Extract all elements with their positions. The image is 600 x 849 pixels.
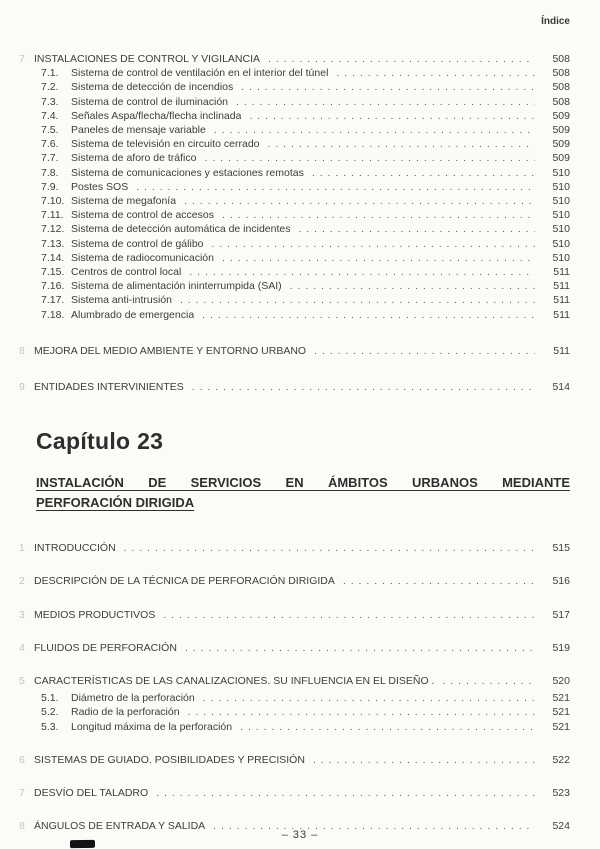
toc-entry-title: ENTIDADES INTERVINIENTES	[34, 381, 184, 394]
toc-entry-title: Señales Aspa/flecha/flecha inclinada	[71, 109, 242, 122]
toc-entry	[19, 380, 570, 394]
toc-entry-title: Centros de control local	[71, 266, 182, 279]
toc-leader-dots	[442, 674, 535, 688]
toc-entry-number: 7.15.	[41, 266, 65, 279]
toc-entry-page-number: 520	[552, 675, 570, 688]
toc-entry-number: 7.13.	[41, 237, 65, 250]
toc-entry-page-number: 508	[552, 67, 570, 80]
toc-entry	[36, 166, 570, 180]
toc-entry-number: 9	[19, 381, 25, 394]
toc-entry-title: Sistema de control de iluminación	[71, 95, 228, 108]
toc-leader-dots	[336, 66, 535, 80]
toc-entry	[36, 691, 570, 705]
toc-entry-number: 6	[19, 753, 25, 766]
toc-leader-dots	[241, 80, 535, 94]
toc-entry-title: Sistema de alimentación ininterrumpida (SAI)	[71, 280, 282, 293]
toc-entry-title: Sistema de detección automática de incidentes	[71, 223, 291, 236]
page-header	[36, 16, 570, 28]
toc-entry-title: INSTALACIONES DE CONTROL Y VIGILANCIA	[34, 53, 261, 65]
toc-entry	[36, 95, 570, 109]
toc-entry-number: 8	[19, 820, 25, 833]
toc-leader-dots	[202, 308, 535, 322]
chapter-title-line-2: PERFORACIÓN DIRIGIDA	[36, 495, 195, 511]
toc-entry-title: Sistema de control de ventilación en el interior del túnel	[71, 67, 329, 80]
toc-entry-page-number: 510	[552, 166, 570, 179]
scan-artifact	[70, 840, 95, 848]
toc-leader-dots	[184, 194, 535, 208]
toc-entry-title: Alumbrado de emergencia	[71, 308, 195, 321]
toc-leader-dots	[185, 641, 535, 655]
toc-entry-number: 7.9.	[41, 180, 59, 193]
toc-entry-page-number: 510	[552, 180, 570, 193]
toc-entry	[36, 720, 570, 734]
toc-entry-page-number: 508	[552, 81, 570, 94]
toc-leader-dots	[290, 279, 535, 293]
toc-entry-title: Sistema de control de accesos	[71, 209, 214, 222]
toc-entry-number: 5.3.	[41, 720, 59, 733]
toc-entry-title: DESCRIPCIÓN DE LA TÉCNICA DE PERFORACIÓN DIRIGIDA	[34, 575, 335, 588]
toc-entry-number: 7	[19, 787, 25, 800]
toc-entry	[36, 705, 570, 719]
toc-entry-page-number: 510	[552, 209, 570, 222]
toc-entry-number: 5.1.	[41, 692, 59, 705]
toc-leader-dots	[268, 137, 535, 151]
toc-entry-page-number: 510	[552, 237, 570, 250]
toc-entry-title: Sistema de detección de incendios	[71, 81, 234, 94]
toc-entry-number: 7.16.	[41, 280, 65, 293]
toc-leader-dots	[240, 720, 535, 734]
toc-entry-page-number: 519	[552, 641, 570, 654]
toc-entry	[19, 541, 570, 555]
toc-leader-dots	[313, 753, 535, 767]
toc-entry	[19, 574, 570, 588]
chapter-toc-list	[19, 541, 570, 833]
toc-entry-page-number: 511	[553, 308, 570, 321]
toc-entry-page-number: 511	[553, 294, 570, 307]
toc-entry-number: 8	[19, 344, 25, 357]
toc-leader-dots	[156, 786, 535, 800]
toc-entry	[19, 674, 570, 688]
toc-entry-number: 7	[19, 53, 25, 65]
toc-entry-title: FLUIDOS DE PERFORACIÓN	[34, 641, 177, 654]
toc-entry-title: Sistema de control de gálibo	[71, 237, 204, 250]
toc-entry-number: 5.2.	[41, 706, 59, 719]
toc-entry-number: 7.7.	[41, 152, 59, 165]
toc-entry-number: 7.17.	[41, 294, 65, 307]
toc-entry	[36, 194, 570, 208]
toc-entry-title: INTRODUCCIÓN	[34, 542, 116, 555]
toc-entry-page-number: 510	[552, 223, 570, 236]
toc-entry-title: DESVÍO DEL TALADRO	[34, 787, 149, 800]
toc-entry-title: Radio de la perforación	[71, 706, 180, 719]
toc-entry-number: 7.4.	[41, 109, 59, 122]
toc-leader-dots	[163, 608, 535, 622]
toc-entry-number: 2	[19, 575, 25, 588]
toc-entry-number: 7.12.	[41, 223, 65, 236]
toc-entry-number: 7.10.	[41, 195, 65, 208]
toc-entry	[36, 265, 570, 279]
toc-entry-title: MEDIOS PRODUCTIVOS	[34, 608, 156, 621]
toc-entry-number: 7.1.	[41, 67, 59, 80]
chapter-heading: Capítulo 23	[36, 428, 164, 455]
toc-entry-page-number: 508	[552, 95, 570, 108]
toc-leader-dots	[204, 151, 535, 165]
toc-leader-dots	[203, 691, 535, 705]
toc-entry-title: Sistema de televisión en circuito cerrado	[71, 138, 260, 151]
toc-entry-number: 7.18.	[41, 308, 65, 321]
toc-leader-dots	[214, 123, 535, 137]
toc-entry-number: 7.3.	[41, 95, 59, 108]
toc-entry-page-number: 521	[552, 706, 570, 719]
toc-entry	[19, 608, 570, 622]
toc-entry-number: 7.14.	[41, 251, 65, 264]
toc-leader-dots	[314, 344, 535, 358]
toc-entry	[36, 80, 570, 94]
toc-entry	[19, 344, 570, 358]
toc-entry-page-number: 514	[552, 381, 570, 394]
toc-entry-number: 4	[19, 641, 25, 654]
toc-entry-title: Paneles de mensaje variable	[71, 124, 206, 137]
toc-entry-title: Sistema de megafonía	[71, 195, 177, 208]
toc-entry-title: Sistema de comunicaciones y estaciones remotas	[71, 166, 304, 179]
toc-entry-title: Postes SOS	[71, 180, 129, 193]
toc-entry-page-number: 515	[552, 542, 570, 555]
toc-entry-number: 7.8.	[41, 166, 59, 179]
toc-entry	[36, 279, 570, 293]
toc-entry-page-number: 516	[552, 575, 570, 588]
toc-entry-title: CARACTERÍSTICAS DE LAS CANALIZACIONES. SU INFLUENCIA EN EL DISEÑO .	[34, 675, 435, 688]
toc-entry	[19, 52, 570, 66]
toc-leader-dots	[189, 265, 535, 279]
toc-leader-dots	[222, 208, 535, 222]
toc-entry	[36, 293, 570, 307]
toc-entry-page-number: 510	[552, 251, 570, 264]
toc-entry	[19, 641, 570, 655]
toc-leader-dots	[212, 237, 536, 251]
chapter-title-line-1: INSTALACIÓN DE SERVICIOS EN ÁMBITOS URBANOS MEDIANTE	[36, 475, 570, 491]
toc-entry	[36, 237, 570, 251]
toc-entry	[19, 753, 570, 767]
chapter-title	[36, 473, 570, 513]
toc-entry-page-number: 509	[552, 124, 570, 137]
toc-entry	[36, 208, 570, 222]
page-number: – 33 –	[281, 829, 319, 841]
toc-leader-dots	[180, 293, 535, 307]
toc-entry-title: Diámetro de la perforación	[71, 692, 195, 705]
toc-entry-title: SISTEMAS DE GUIADO. POSIBILIDADES Y PRECISIÓN	[34, 753, 305, 766]
toc-entry-title: MEJORA DEL MEDIO AMBIENTE Y ENTORNO URBANO	[34, 344, 307, 357]
toc-entry-page-number: 517	[552, 608, 570, 621]
toc-leader-dots	[124, 541, 535, 555]
toc-continuation-list	[19, 52, 570, 394]
toc-leader-dots	[236, 95, 535, 109]
toc-entry	[36, 151, 570, 165]
toc-entry-page-number: 522	[552, 753, 570, 766]
toc-entry-title: Longitud máxima de la perforación	[71, 720, 233, 733]
toc-leader-dots	[343, 574, 535, 588]
toc-entry-page-number: 511	[553, 280, 570, 293]
toc-leader-dots	[249, 109, 535, 123]
toc-leader-dots	[192, 380, 535, 394]
toc-leader-dots	[312, 166, 535, 180]
toc-entry	[36, 109, 570, 123]
header-indice-label: Índice	[541, 16, 570, 27]
toc-entry	[36, 180, 570, 194]
toc-entry-number: 3	[19, 608, 25, 621]
toc-entry-page-number: 521	[552, 692, 570, 705]
toc-entry-page-number: 509	[552, 152, 570, 165]
toc-entry-page-number: 521	[552, 720, 570, 733]
toc-entry-page-number: 523	[552, 787, 570, 800]
toc-entry	[36, 137, 570, 151]
toc-leader-dots	[298, 222, 535, 236]
toc-leader-dots	[222, 251, 535, 265]
toc-entry-page-number: 509	[552, 138, 570, 151]
toc-entry-title: Sistema de radiocomunicación	[71, 251, 214, 264]
toc-entry	[19, 786, 570, 800]
toc-entry-number: 5	[19, 675, 25, 688]
toc-leader-dots	[136, 180, 535, 194]
toc-entry-number: 7.6.	[41, 138, 59, 151]
toc-entry-page-number: 524	[552, 820, 570, 833]
toc-entry	[36, 251, 570, 265]
toc-entry-page-number: 511	[553, 344, 570, 357]
toc-entry-page-number: 508	[552, 53, 570, 65]
toc-entry	[36, 123, 570, 137]
toc-entry-title: Sistema de aforo de tráfico	[71, 152, 197, 165]
toc-entry-number: 7.2.	[41, 81, 59, 94]
toc-entry-number: 1	[19, 542, 25, 555]
toc-entry-page-number: 511	[553, 266, 570, 279]
toc-entry-number: 7.5.	[41, 124, 59, 137]
toc-entry	[36, 66, 570, 80]
toc-entry-page-number: 509	[552, 109, 570, 122]
toc-entry	[36, 308, 570, 322]
toc-entry-title: Sistema anti-intrusión	[71, 294, 172, 307]
toc-entry-page-number: 510	[552, 195, 570, 208]
toc-entry-title: ÁNGULOS DE ENTRADA Y SALIDA	[34, 820, 206, 833]
toc-leader-dots	[188, 705, 535, 719]
toc-entry-number: 7.11.	[41, 209, 64, 222]
toc-entry	[36, 222, 570, 236]
toc-leader-dots	[268, 52, 535, 66]
